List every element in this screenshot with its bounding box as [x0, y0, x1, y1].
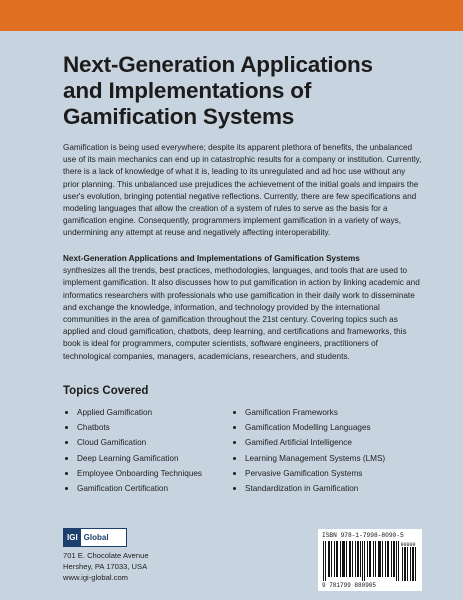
topic-item	[233, 405, 385, 420]
title-line: and Implementations of	[63, 78, 312, 103]
bullet-icon	[233, 441, 236, 444]
topic-label: Learning Management Systems (LMS)	[245, 453, 386, 463]
top-color-band	[0, 0, 463, 31]
address-line: Hershey, PA 17033, USA	[63, 562, 148, 571]
topic-label: Deep Learning Gamification	[77, 453, 179, 463]
topic-label: Applied Gamification	[77, 408, 153, 417]
topic-label: Cloud Gamification	[77, 438, 147, 448]
description-paragraph-2	[63, 253, 423, 363]
topic-label: Pervasive Gamification Systems	[245, 468, 363, 478]
book-title	[63, 52, 423, 130]
bullet-icon	[233, 426, 236, 429]
logo-igi: IGI	[64, 529, 81, 546]
paragraph-lead-title: Next-Generation Applications and Implementations of Gamification Systems	[63, 254, 360, 263]
ean-digits: 9 781799 880905	[322, 582, 377, 589]
bullet-icon	[233, 411, 236, 414]
bullet-icon	[65, 441, 68, 444]
publisher-logo	[63, 528, 127, 547]
topic-item	[233, 451, 385, 466]
bullet-icon	[65, 426, 68, 429]
bullet-icon	[65, 457, 68, 460]
publisher-address	[63, 550, 223, 583]
topic-item	[65, 451, 202, 466]
topic-label: Gamification Certification	[77, 484, 169, 494]
description-paragraph-1: Gamification is being used everywhere; despite its apparent plethora of benefits, the unbalanced use of its main mechanics can end up in catastrophic results for a company or institution. Currently, there is a lack of knowledge of what it is, leading to its unregulated and ad hoc use without any prior planning. This unbalanced use prejudices the achievement of the initial goals and impairs the user's evolution, bringing potential negative reflections. Currently, there are few specifications and modeling languages that allow the creation of a system of rules to serve as the basis for a gamification engine. Consequently, programmers implement gamification in a variety of ways, undermining any attempt at reuse and negatively affecting interoperability.	[63, 143, 422, 238]
topic-item	[65, 466, 202, 481]
publisher-website: www.igi-global.com	[63, 573, 128, 582]
bullet-icon	[65, 411, 68, 414]
topic-item	[233, 466, 385, 481]
title-line: Gamification Systems	[63, 104, 295, 129]
title-line: Next-Generation Applications	[63, 52, 373, 77]
topic-label: Chatbots	[77, 423, 110, 433]
topic-label: Standardization in Gamification	[245, 484, 359, 494]
barcode-bars-icon	[322, 541, 418, 581]
bullet-icon	[233, 457, 236, 460]
isbn-label: ISBN 978-1-7998-8090-5	[322, 532, 404, 539]
bullet-icon	[65, 487, 68, 490]
topic-item	[65, 481, 202, 496]
topic-label: Gamification Frameworks	[245, 408, 338, 417]
bullet-icon	[65, 472, 68, 475]
topic-label: Gamification Modelling Languages	[245, 423, 371, 433]
address-line: 701 E. Chocolate Avenue	[63, 551, 149, 560]
topic-item	[65, 420, 202, 435]
topic-item	[65, 405, 202, 420]
bullet-icon	[233, 487, 236, 490]
logo-global: Global	[83, 533, 109, 542]
topic-item	[233, 420, 385, 435]
topic-item	[233, 435, 385, 450]
topic-item	[65, 435, 202, 450]
barcode	[318, 529, 422, 591]
topic-item	[233, 481, 385, 496]
topic-label: Employee Onboarding Techniques	[77, 468, 203, 478]
paragraph-body: synthesizes all the trends, best practices, methodologies, languages, and tools that are used to implement gamification. It also discusses how to put gamification in action by linking academic and informatics researchers with professionals who use gamification in their daily work to disseminate and exchange the knowledge, information, and technology provided by the international communities in the area of gamification throughout the 21st century. Covering topics such as applied and cloud gamification, chatbots, deep learning, and certifications and frameworks, this book is ideal for programmers, computer scientists, software engineers, practitioners of technological companies, managers, academicians, researchers, and students.	[63, 266, 420, 361]
topics-heading: Topics Covered	[63, 385, 149, 397]
topics-list-right	[233, 405, 385, 496]
bullet-icon	[233, 472, 236, 475]
barcode-addon: 90000	[400, 542, 416, 548]
topic-label: Gamified Artificial Intelligence	[245, 438, 352, 448]
topics-list-left	[65, 405, 202, 496]
